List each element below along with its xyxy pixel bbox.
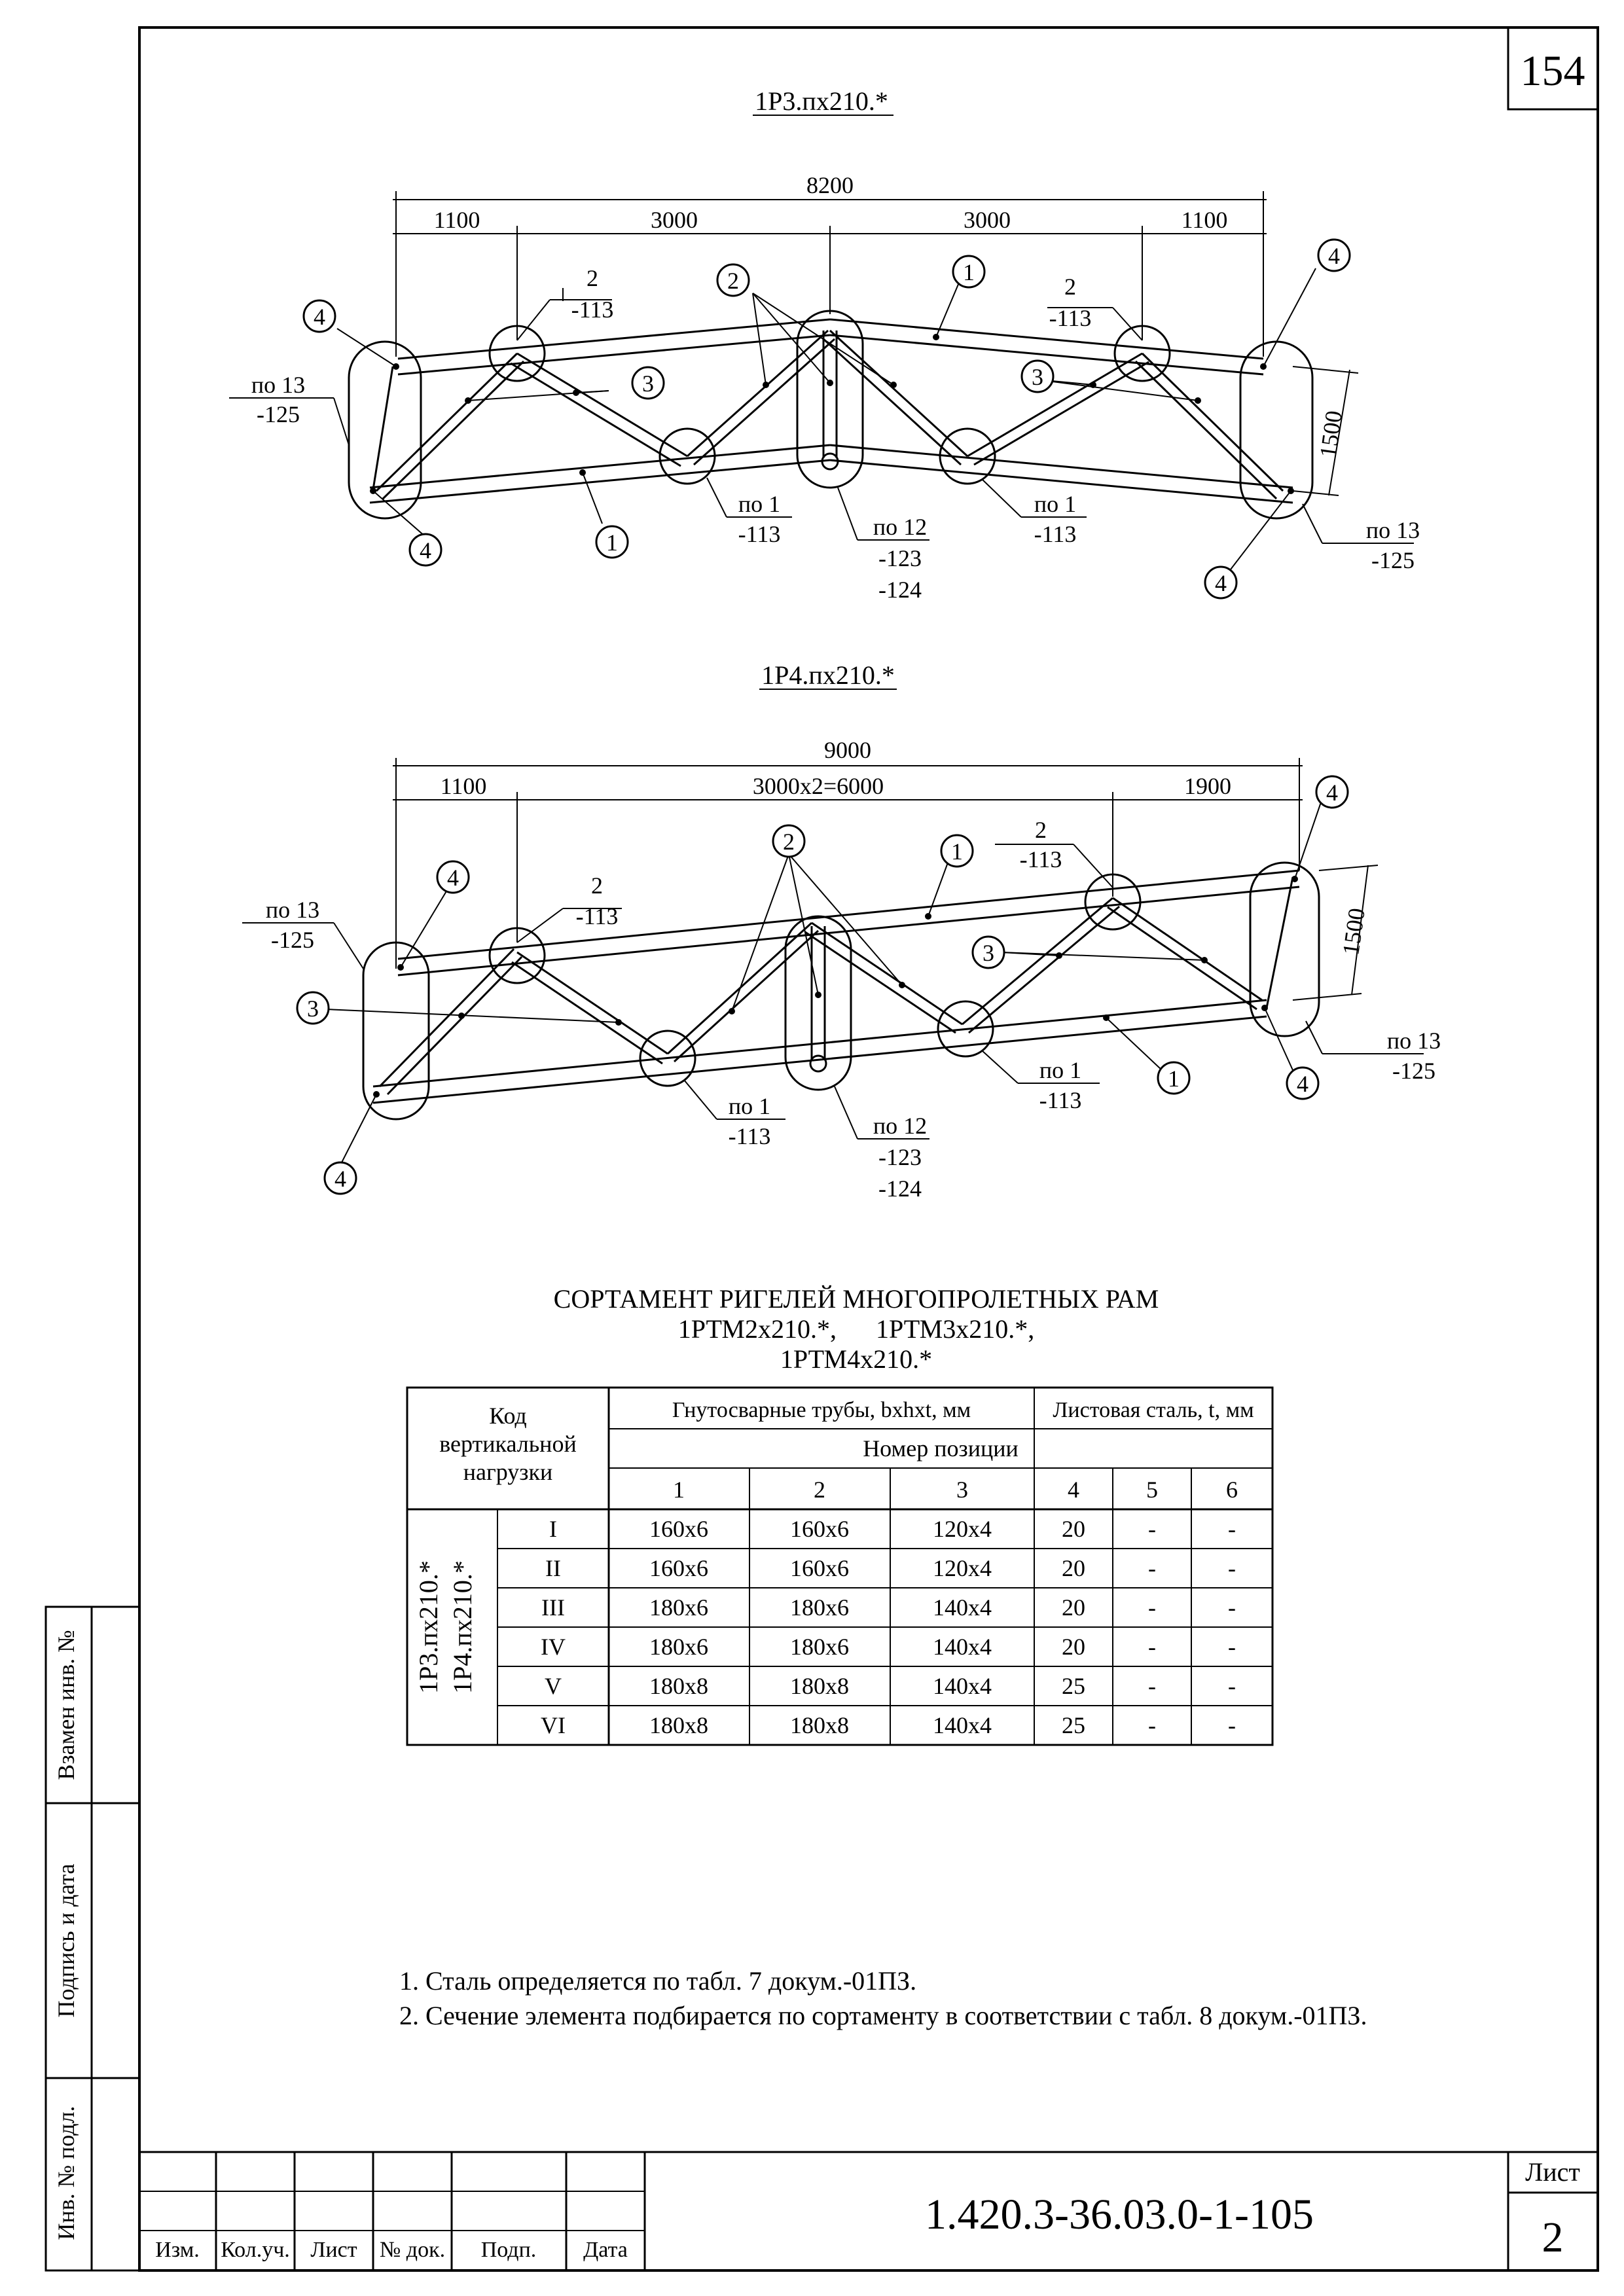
d1-callout-2-left-a: 2	[586, 265, 598, 291]
tb-col-list: Лист	[310, 2238, 357, 2262]
table-cell-code: V	[545, 1673, 562, 1699]
svg-text:3: 3	[1032, 364, 1043, 390]
table-title-3: 1РТМ4х210.*	[780, 1344, 933, 1374]
table-cell-c6: -	[1228, 1594, 1236, 1621]
d1-dim-3: 3000	[964, 207, 1011, 233]
d1-callout-po13-left-b: -125	[257, 401, 300, 427]
d2-callout-po1-right-a: по 1	[1039, 1057, 1082, 1083]
d1-dim-2: 3000	[651, 207, 698, 233]
table-cell-c4: 25	[1062, 1712, 1085, 1738]
th-tubes: Гнутосварные трубы, bxhxt, мм	[672, 1398, 971, 1422]
table-cell-c5: -	[1148, 1594, 1156, 1621]
svg-text:4: 4	[1297, 1071, 1308, 1097]
th-code-1: Код	[489, 1403, 527, 1429]
svg-text:4: 4	[314, 304, 325, 330]
svg-text:1: 1	[1168, 1066, 1180, 1092]
table-cell-c5: -	[1148, 1516, 1156, 1542]
table-cell-c6: -	[1228, 1516, 1236, 1542]
d1-callout-po12-c: -124	[878, 577, 922, 603]
d1-callout-po12-a: по 12	[873, 514, 928, 540]
table-cell-code: I	[549, 1516, 557, 1542]
svg-text:4: 4	[1326, 780, 1338, 806]
svg-text:3: 3	[983, 940, 994, 966]
d1-callout-2-right-a: 2	[1064, 274, 1076, 300]
d1-callout-2-left-b: -113	[571, 296, 614, 323]
d2-callout-po12-c: -124	[878, 1175, 922, 1202]
title-block	[139, 2152, 1598, 2270]
d1-callout-po1-left-b: -113	[738, 521, 781, 547]
svg-text:4: 4	[1215, 570, 1227, 596]
sheet-number: 154	[1520, 47, 1585, 95]
table-cell-c3: 140х4	[933, 1634, 992, 1660]
d2-callout-po13-left-a: по 13	[265, 897, 320, 923]
truss-drawing-2	[242, 660, 1441, 1202]
table-cell-c6: -	[1228, 1712, 1236, 1738]
d2-callout-2-left-a: 2	[591, 872, 603, 899]
table-cell-code: VI	[541, 1712, 566, 1738]
table-cell-c2: 160х6	[790, 1516, 849, 1542]
d2-dim-3: 1900	[1184, 773, 1231, 799]
table-cell-c5: -	[1148, 1555, 1156, 1581]
svg-text:3: 3	[307, 996, 319, 1022]
row-group-1: 1Р3.пх210.*	[414, 1560, 443, 1694]
table-cell-code: III	[541, 1594, 565, 1621]
tb-col-izm: Изм.	[155, 2238, 200, 2262]
th-pos-6: 6	[1226, 1477, 1238, 1503]
d2-callout-po13-left-b: -125	[271, 927, 314, 953]
drawing2-title: 1Р4.пх210.*	[761, 660, 895, 690]
th-code-2: вертикальной	[439, 1431, 577, 1457]
table-cell-c3: 140х4	[933, 1673, 992, 1699]
d2-dim-height: 1500	[1337, 906, 1370, 957]
tb-designation: 1.420.3-36.03.0-1-105	[925, 2191, 1314, 2238]
table-cell-c4: 20	[1062, 1634, 1085, 1660]
side-stamp-inv: Инв. № подл.	[53, 2106, 79, 2240]
d1-callout-po1-right-b: -113	[1034, 521, 1077, 547]
th-sheet: Листовая сталь, t, мм	[1053, 1398, 1254, 1422]
row-group-2: 1Р4.пх210.*	[448, 1560, 477, 1694]
table-cell-c1: 160х6	[649, 1516, 708, 1542]
d2-callout-2-right-b: -113	[1019, 846, 1062, 872]
table-cell-c5: -	[1148, 1712, 1156, 1738]
d2-dim-total: 9000	[824, 737, 871, 763]
table-cell-code: IV	[541, 1634, 566, 1660]
table-cell-c4: 20	[1062, 1594, 1085, 1621]
d1-callout-po13-right-b: -125	[1371, 547, 1415, 573]
d2-callout-po13-right-b: -125	[1392, 1058, 1435, 1084]
tb-col-kol: Кол.уч.	[221, 2238, 290, 2262]
table-cell-c2: 160х6	[790, 1555, 849, 1581]
table-cell-c3: 140х4	[933, 1594, 992, 1621]
table-cell-c2: 180х8	[790, 1712, 849, 1738]
side-stamp-vzamen: Взамен инв. №	[53, 1630, 79, 1780]
d2-callout-po13-right-a: по 13	[1386, 1028, 1441, 1054]
d1-dim-4: 1100	[1181, 207, 1228, 233]
d2-callout-po1-right-b: -113	[1039, 1087, 1082, 1113]
d1-callout-po13-left-a: по 13	[251, 372, 306, 398]
d1-callout-po1-right-a: по 1	[1034, 491, 1077, 517]
table-cell-c1: 160х6	[649, 1555, 708, 1581]
d2-callout-po1-left-b: -113	[728, 1123, 771, 1149]
d2-dim-2: 3000x2=6000	[752, 773, 884, 799]
d2-callout-po12-a: по 12	[873, 1113, 928, 1139]
table-cell-c4: 20	[1062, 1516, 1085, 1542]
svg-text:4: 4	[1328, 243, 1340, 269]
svg-text:1: 1	[606, 529, 618, 556]
d1-dim-total: 8200	[806, 172, 854, 198]
tb-col-podp: Подп.	[480, 2238, 537, 2262]
d1-callout-po12-b: -123	[878, 545, 922, 571]
th-pos-1: 1	[673, 1477, 685, 1503]
table-cell-c1: 180х6	[649, 1594, 708, 1621]
tb-sheet-label: Лист	[1525, 2157, 1580, 2187]
assortment-table	[407, 1284, 1272, 1745]
d2-callout-po1-left-a: по 1	[728, 1093, 771, 1119]
sheet-frame	[139, 27, 1598, 2270]
table-cell-c2: 180х8	[790, 1673, 849, 1699]
svg-text:3: 3	[642, 370, 654, 397]
table-cell-c3: 120х4	[933, 1555, 992, 1581]
table-cell-c5: -	[1148, 1673, 1156, 1699]
d1-dim-1: 1100	[433, 207, 480, 233]
table-cell-c4: 20	[1062, 1555, 1085, 1581]
table-cell-c5: -	[1148, 1634, 1156, 1660]
d2-callout-2-left-b: -113	[575, 903, 619, 929]
svg-text:4: 4	[334, 1166, 346, 1192]
svg-text:2: 2	[783, 829, 795, 855]
svg-text:4: 4	[420, 537, 431, 564]
d1-callout-po1-left-a: по 1	[738, 491, 781, 517]
th-code-3: нагрузки	[463, 1459, 553, 1485]
note-1: 1. Сталь определяется по табл. 7 докум.-01ПЗ.	[399, 1966, 917, 1996]
table-cell-c3: 120х4	[933, 1516, 992, 1542]
table-cell-c4: 25	[1062, 1673, 1085, 1699]
tb-col-doc: № док.	[379, 2238, 446, 2262]
th-pos-5: 5	[1146, 1477, 1158, 1503]
table-cell-c2: 180х6	[790, 1634, 849, 1660]
tb-sheet-value: 2	[1542, 2214, 1564, 2261]
th-pos-2: 2	[814, 1477, 825, 1503]
d1-dim-height: 1500	[1314, 408, 1347, 459]
side-stamp	[46, 1607, 139, 2270]
table-cell-c6: -	[1228, 1555, 1236, 1581]
svg-text:1: 1	[963, 259, 975, 285]
truss-drawing-1	[229, 86, 1420, 603]
table-cell-c6: -	[1228, 1634, 1236, 1660]
d2-dim-1: 1100	[440, 773, 487, 799]
d2-callout-po12-b: -123	[878, 1144, 922, 1170]
table-cell-c1: 180х8	[649, 1712, 708, 1738]
table-cell-code: II	[545, 1555, 561, 1581]
d2-callout-2-right-a: 2	[1035, 817, 1047, 843]
svg-text:2: 2	[727, 268, 739, 294]
table-title-2: 1РТМ2х210.*, 1РТМ3х210.*,	[677, 1314, 1035, 1344]
d1-callout-po13-right-a: по 13	[1365, 517, 1420, 543]
side-stamp-podpis: Подпись и дата	[53, 1863, 79, 2018]
table-cell-c3: 140х4	[933, 1712, 992, 1738]
table-cell-c6: -	[1228, 1673, 1236, 1699]
drawing1-title: 1Р3.пх210.*	[755, 86, 888, 116]
table-cell-c1: 180х8	[649, 1673, 708, 1699]
d1-callout-2-right-b: -113	[1049, 305, 1092, 331]
table-cell-c1: 180х6	[649, 1634, 708, 1660]
tb-col-data: Дата	[583, 2238, 628, 2262]
th-position: Номер позиции	[863, 1435, 1019, 1462]
svg-text:4: 4	[447, 865, 459, 891]
note-2: 2. Сечение элемента подбирается по сортаменту в соответствии с табл. 8 докум.-01ПЗ.	[399, 2001, 1367, 2030]
table-cell-c2: 180х6	[790, 1594, 849, 1621]
th-pos-3: 3	[956, 1477, 968, 1503]
th-pos-4: 4	[1068, 1477, 1079, 1503]
svg-text:1: 1	[951, 838, 963, 865]
table-title-1: СОРТАМЕНТ РИГЕЛЕЙ МНОГОПРОЛЕТНЫХ РАМ	[553, 1284, 1159, 1314]
